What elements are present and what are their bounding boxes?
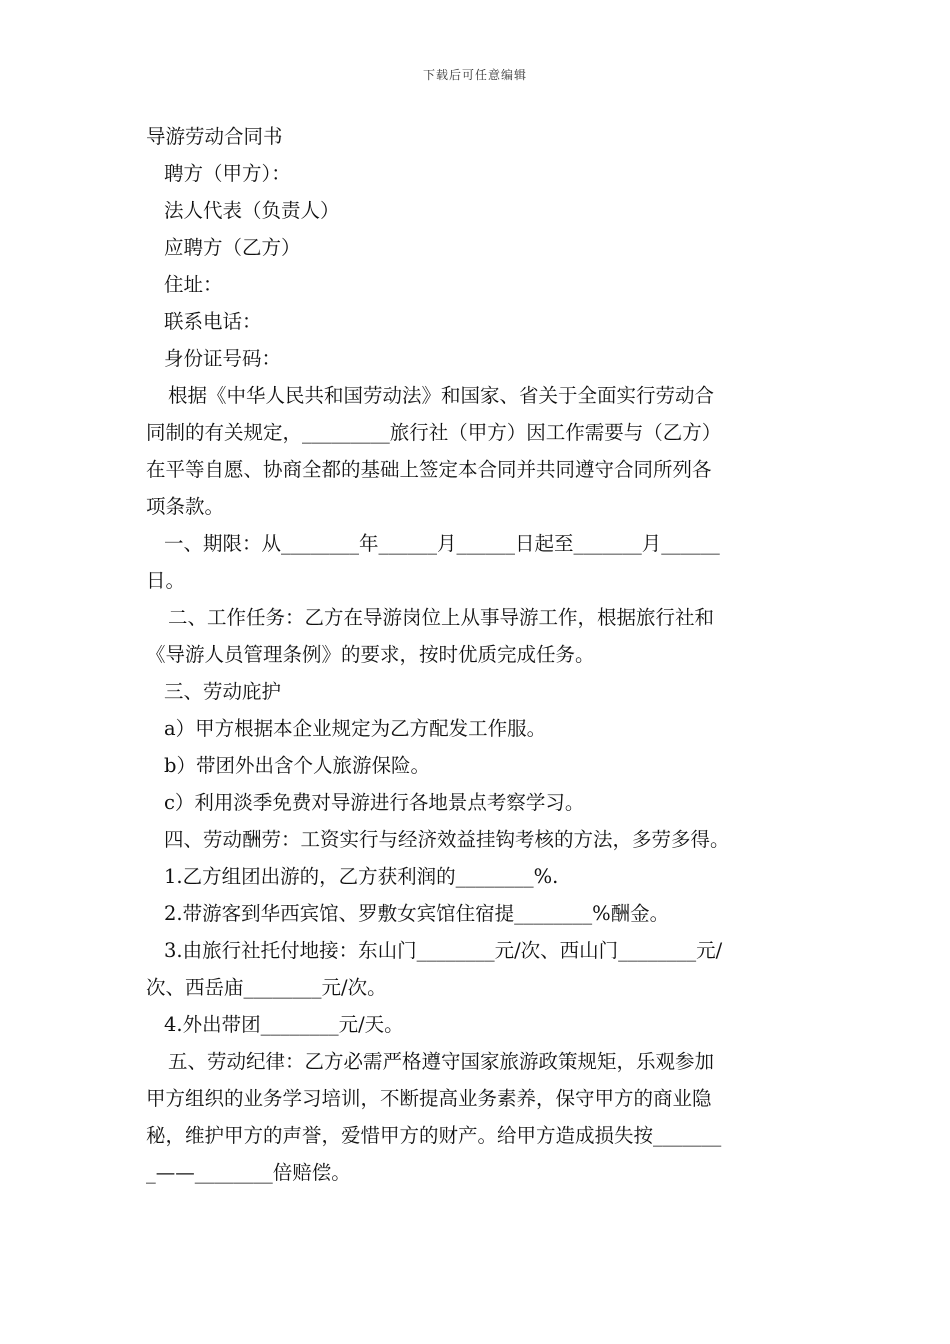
preamble-line: 项条款。 (146, 495, 225, 518)
field-legal-rep: 法人代表（负责人） (164, 199, 340, 222)
field-address: 住址： (164, 273, 223, 296)
section4-item: 2.带游客到华西宾馆、罗敷女宾馆住宿提________%酬金。 (164, 902, 670, 925)
field-id-number: 身份证号码： (164, 347, 282, 370)
document-title: 导游劳动合同书 (146, 125, 283, 148)
section3-item: a）甲方根据本企业规定为乙方配发工作服。 (164, 717, 547, 740)
section5-line: 五、劳动纪律：乙方必需严格遵守国家旅游政策规矩，乐观参加 (168, 1050, 715, 1073)
section4-item: 1.乙方组团出游的，乙方获利润的________%. (164, 865, 559, 888)
section2-line: 二、工作任务：乙方在导游岗位上从事导游工作，根据旅行社和 (168, 606, 715, 629)
field-employer: 聘方（甲方）： (164, 162, 291, 185)
section1-line: 一、期限：从________年______月______日起至_______月______ (164, 532, 720, 555)
section1-line: 日。 (146, 569, 186, 592)
field-phone: 联系电话： (164, 310, 262, 333)
section4-item: 次、西岳庙________元/次。 (146, 976, 387, 999)
section5-line: _——________倍赔偿。 (146, 1161, 351, 1184)
section4-item: 3.由旅行社托付地接：东山门________元/次、西山门________元/ (164, 939, 723, 962)
section4-item: 4.外出带团________元/天。 (164, 1013, 404, 1036)
preamble-line: 在平等自愿、协商全都的基础上签定本合同并共同遵守合同所列各 (146, 458, 712, 481)
preamble-line: 根据《中华人民共和国劳动法》和国家、省关于全面实行劳动合 (168, 384, 715, 407)
field-employee: 应聘方（乙方） (164, 236, 301, 259)
header-note: 下载后可任意编辑 (422, 68, 527, 82)
section3-item: c）利用淡季免费对导游进行各地景点考察学习。 (164, 791, 585, 814)
section5-line: 甲方组织的业务学习培训，不断提高业务素养，保守甲方的商业隐 (146, 1087, 712, 1110)
section5-line: 秘，维护甲方的声誉，爱惜甲方的财产。给甲方造成损失按_______ (146, 1124, 722, 1147)
section2-line: 《导游人员管理条例》的要求，按时优质完成任务。 (146, 643, 595, 666)
section3-heading: 三、劳动庇护 (164, 680, 282, 703)
section3-item: b）带团外出含个人旅游保险。 (164, 754, 430, 777)
section4-heading: 四、劳动酬劳：工资实行与经济效益挂钩考核的方法，多劳多得。 (164, 828, 730, 851)
document-body (146, 118, 810, 1191)
preamble-line: 同制的有关规定，_________旅行社（甲方）因工作需要与（乙方） (146, 421, 722, 444)
